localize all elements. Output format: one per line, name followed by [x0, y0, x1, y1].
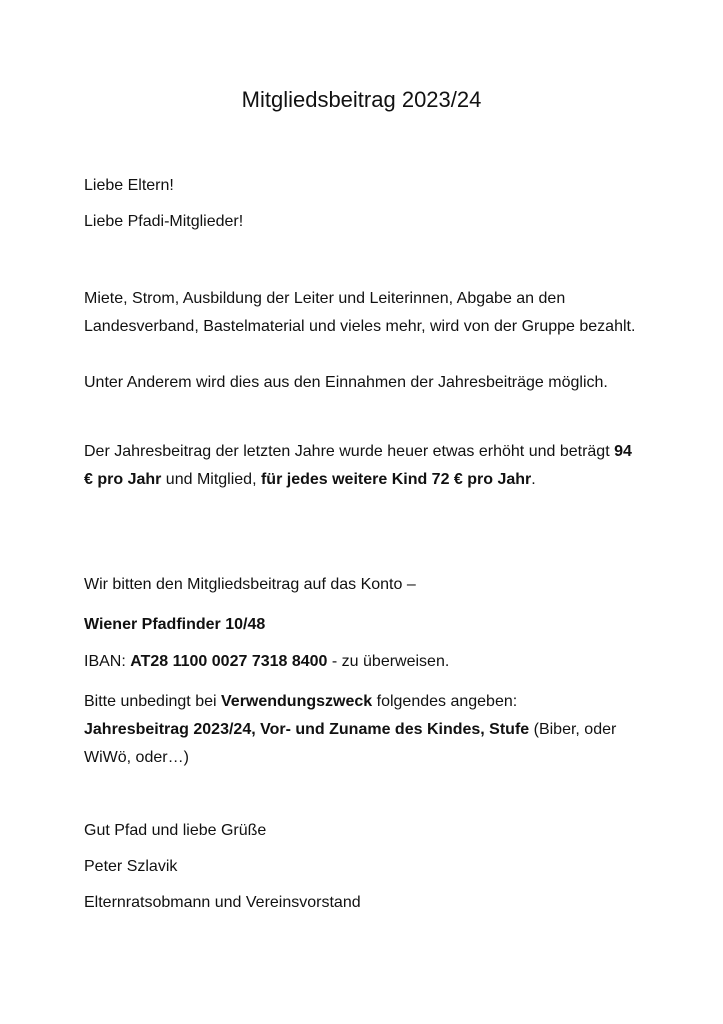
greeting-members: Liebe Pfadi-Mitglieder! — [84, 213, 244, 230]
fee-middle: und Mitglied, — [161, 471, 261, 488]
fee-sibling: für jedes weitere Kind 72 € pro Jahr — [260, 471, 532, 488]
iban-value: AT28 1100 0027 7318 8400 — [130, 653, 328, 670]
iban-line — [84, 648, 644, 676]
paragraph-fee — [84, 438, 644, 494]
purpose-hint: (Biber, oder WiWö, oder…) — [84, 721, 617, 766]
fee-end: . — [531, 471, 536, 488]
paragraph-income: Unter Anderem wird dies aus den Einnahmen der Jahresbeiträge möglich. — [84, 374, 608, 391]
closing-greeting: Gut Pfad und liebe Grüße — [84, 822, 267, 839]
signer-name: Peter Szlavik — [84, 858, 178, 875]
paragraph-costs: Miete, Strom, Ausbildung der Leiter und Leiterinnen, Abgabe an den Landesverband, Bastelmaterial und vieles mehr, wird von der Gruppe bezahlt. — [84, 290, 636, 335]
signer-role: Elternratsobmann und Vereinsvorstand — [84, 894, 361, 911]
purpose-intro: Bitte unbedingt bei — [84, 693, 221, 710]
purpose-details: Jahresbeitrag 2023/24, Vor- und Zuname des Kindes, Stufe — [84, 721, 530, 738]
purpose-after-keyword: folgendes angeben: — [372, 693, 518, 710]
account-name: Wiener Pfadfinder 10/48 — [84, 616, 266, 633]
purpose-keyword: Verwendungszweck — [221, 693, 373, 710]
fee-intro: Der Jahresbeitrag der letzten Jahre wurde heuer etwas erhöht und beträgt — [84, 443, 615, 460]
greeting-parents: Liebe Eltern! — [84, 177, 174, 194]
transfer-intro: Wir bitten den Mitgliedsbeitrag auf das Konto – — [84, 576, 416, 593]
iban-label: IBAN: — [84, 653, 131, 670]
fee-amount: 94 € pro Jahr — [84, 443, 632, 488]
purpose-line — [84, 688, 644, 716]
document-title: Mitgliedsbeitrag 2023/24 — [241, 87, 482, 112]
iban-suffix: - zu überweisen. — [327, 653, 450, 670]
purpose-details-paragraph — [84, 716, 644, 772]
